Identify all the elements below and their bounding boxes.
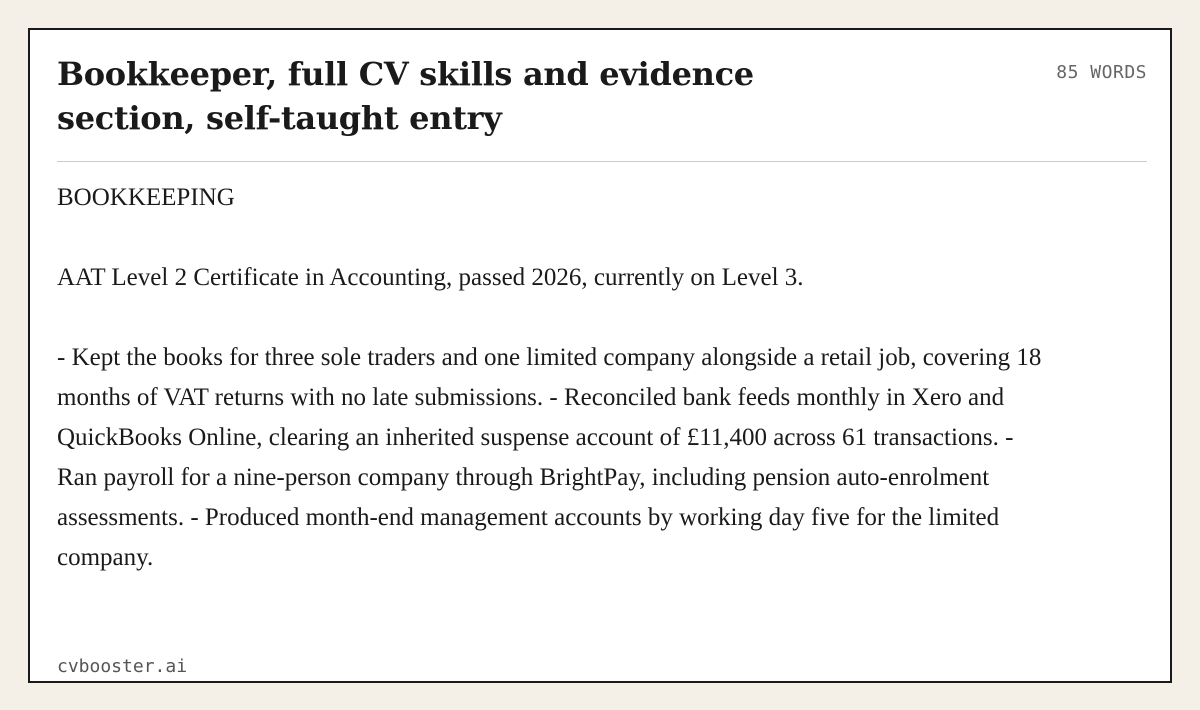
word-count-badge: 85 WORDS — [1056, 62, 1147, 83]
cv-section-card — [28, 28, 1172, 683]
card-title: Bookkeeper, full CV skills and evidence section, self-taught entry — [57, 55, 754, 137]
footer-brand: cvbooster.ai — [57, 656, 188, 677]
qualification-line: AAT Level 2 Certificate in Accounting, passed 2026, currently on Level 3. — [57, 264, 804, 291]
header-divider — [57, 161, 1147, 162]
paragraph-gap — [57, 218, 1057, 258]
paragraph-gap — [57, 298, 1057, 338]
cv-section-body — [57, 178, 1057, 578]
section-heading: BOOKKEEPING — [57, 184, 235, 211]
evidence-paragraph: - Kept the books for three sole traders and one limited company alongside a retail job, covering 18 months of VAT returns with no late submissions. - Reconciled bank feeds monthly in Xero and QuickBooks Online, clearing an inherited suspense account of £11,400 across 61 transactions. - Ran payroll for a nine-person company through BrightPay, including pension auto-enrolment assessments. - Produced month-end management accounts by working day five for the limited company. — [57, 344, 1042, 571]
card-header — [57, 52, 1147, 140]
